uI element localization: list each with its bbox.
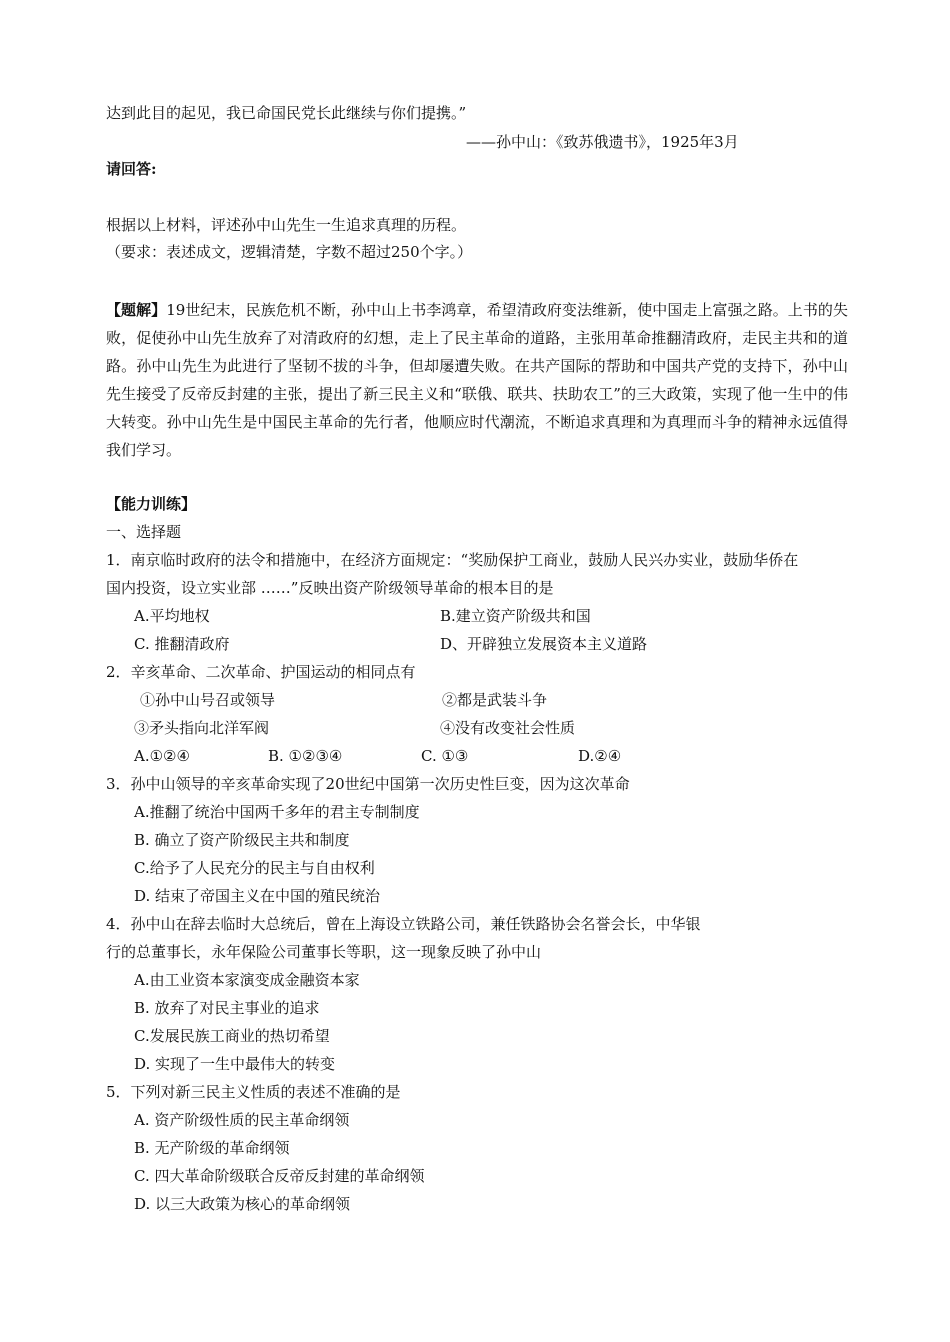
ask-heading: 请回答: [106,160,157,178]
option: B. 确立了资产阶级民主共和制度 [134,831,350,849]
answer-text: 19世纪末，民族危机不断，孙中山上书李鸿章，希望清政府变法维新，使中国走上富强之路。上书的失败，促使孙中山先生放弃了对清政府的幻想，走上了民主革命的道路，主张用革命推翻清政府，走民主共和的道路。孙中山先生为此进行了坚韧不拔的斗争，但却屡遭失败。在共产国际的帮助和中国共产党的支持下，孙中山先生接受了反帝反封建的主张，提出了新三民主义和“联俄、联共、扶助农工”的三大政策，实现了他一生中的伟大转变。孙中山先生是中国民主革命的先行者，他顺应时代潮流，不断追求真理和为真理而斗争的精神永远值得我们学习。 [106,301,848,459]
question-stem: 行的总董事长，永年保险公司董事长等职，这一现象反映了孙中山 [106,943,542,961]
option: B. 无产阶级的革命纲领 [134,1139,290,1157]
statement-item: ②都是武装斗争 [442,691,548,709]
option: D.②④ [578,747,622,765]
statement-item: ④没有改变社会性质 [440,719,576,737]
option: B.建立资产阶级共和国 [440,607,591,625]
statement-item: ③矛头指向北洋军阀 [134,719,270,737]
option: A.推翻了统治中国两千多年的君主专制制度 [134,803,420,821]
quote-source: ——孙中山：《致苏俄遗书》，1925年3月 [466,133,739,151]
statement-item: ①孙中山号召或领导 [140,691,276,709]
option: A.①②④ [134,747,190,765]
question-stem: 5．下列对新三民主义性质的表述不准确的是 [106,1083,401,1101]
option: D. 结束了帝国主义在中国的殖民统治 [134,887,381,905]
answer-paragraph [106,296,848,464]
question-stem: 4．孙中山在辞去临时大总统后，曾在上海设立铁路公司，兼任铁路协会名誉会长，中华银 [106,915,701,933]
option: C. 四大革命阶级联合反帝反封建的革命纲领 [134,1167,425,1185]
requirement-text: （要求：表述成文，逻辑清楚，字数不超过250个字。） [106,243,473,261]
question-stem: 国内投资，设立实业部 ……”反映出资产阶级领导革命的根本目的是 [106,579,554,597]
section-title: 一、选择题 [106,523,182,541]
option: B. 放弃了对民主事业的追求 [134,999,320,1017]
option: D. 实现了一生中最伟大的转变 [134,1055,336,1073]
option: C.给予了人民充分的民主与自由权利 [134,859,375,877]
question-stem: 1．南京临时政府的法令和措施中，在经济方面规定：“奖励保护工商业，鼓励人民兴办实业，鼓励华侨在 [106,551,799,569]
option: C. 推翻清政府 [134,635,230,653]
option: C.发展民族工商业的热切希望 [134,1027,330,1045]
question-stem: 2．辛亥革命、二次革命、护国运动的相同点有 [106,663,416,681]
option: A.平均地权 [134,607,210,625]
option: A.由工业资本家演变成金融资本家 [134,971,360,989]
option: A. 资产阶级性质的民主革命纲领 [134,1111,350,1129]
task-text: 根据以上材料，评述孙中山先生一生追求真理的历程。 [106,216,467,234]
option: D. 以三大政策为核心的革命纲领 [134,1195,351,1213]
question-stem: 3．孙中山领导的辛亥革命实现了20世纪中国第一次历史性巨变，因为这次革命 [106,775,630,793]
option: B. ①②③④ [268,747,343,765]
option: D、开辟独立发展资本主义道路 [440,635,648,653]
quote-tail: 达到此目的起见，我已命国民党长此继续与你们提携。” [106,104,467,122]
training-heading: 【能力训练】 [106,495,197,513]
option: C. ①③ [421,747,469,765]
answer-label: 【题解】 [106,301,167,319]
